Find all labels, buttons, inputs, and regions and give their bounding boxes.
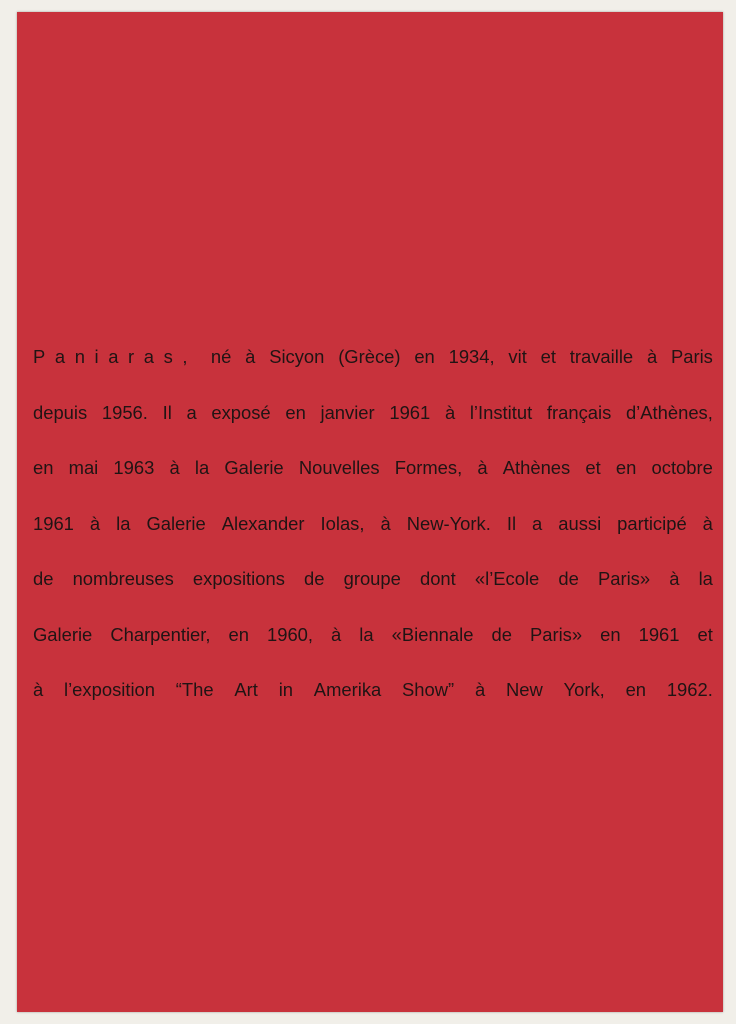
word: Galerie bbox=[224, 457, 284, 478]
red-card bbox=[17, 12, 723, 1012]
text-line-5 bbox=[33, 566, 713, 592]
text-line-4 bbox=[33, 511, 713, 537]
artist-name: Paniaras, bbox=[33, 346, 198, 367]
word: (Grèce) bbox=[338, 346, 401, 367]
word: 1961 bbox=[33, 512, 74, 534]
word: «l’Ecole bbox=[474, 568, 540, 589]
word: à bbox=[474, 679, 486, 700]
word: Athènes bbox=[502, 457, 571, 478]
text-line-7 bbox=[33, 677, 713, 703]
text-line-1 bbox=[33, 344, 713, 370]
word: Paris bbox=[670, 346, 713, 367]
word: Galerie bbox=[146, 512, 206, 534]
word: expositions bbox=[192, 568, 285, 589]
word: aussi bbox=[558, 512, 602, 534]
word: l’exposition bbox=[64, 679, 155, 700]
word: dont bbox=[419, 568, 456, 589]
word: 1961 bbox=[389, 401, 431, 423]
word: à bbox=[331, 623, 342, 645]
word: Il bbox=[506, 512, 517, 534]
word: octobre bbox=[651, 457, 713, 478]
word: Galerie bbox=[33, 623, 93, 645]
word: York, bbox=[563, 679, 605, 700]
word: 1956. bbox=[101, 401, 148, 423]
text-line-2 bbox=[33, 400, 713, 426]
word: 1961 bbox=[638, 623, 680, 645]
word: participé bbox=[617, 512, 687, 534]
word: Il bbox=[162, 401, 172, 423]
word: travaille bbox=[569, 346, 634, 367]
word: Iolas, bbox=[320, 512, 365, 534]
biography-text bbox=[33, 344, 713, 703]
word: en bbox=[625, 679, 647, 700]
word: Sicyon bbox=[269, 346, 325, 367]
word: à bbox=[444, 401, 456, 423]
word: à bbox=[380, 512, 391, 534]
word: a bbox=[532, 512, 543, 534]
word: à bbox=[33, 679, 44, 700]
word: à bbox=[245, 346, 256, 367]
word: en bbox=[414, 346, 435, 367]
word: «Biennale bbox=[391, 623, 474, 645]
word: né bbox=[210, 346, 232, 367]
word: Nouvelles bbox=[298, 457, 380, 478]
text-line-6 bbox=[33, 622, 713, 648]
word: “The bbox=[175, 679, 214, 700]
word: à bbox=[477, 457, 488, 478]
word: in bbox=[278, 679, 294, 700]
word: janvier bbox=[320, 401, 375, 423]
word: New-York. bbox=[406, 512, 491, 534]
word: mai bbox=[68, 457, 99, 478]
word: Paris» bbox=[597, 568, 651, 589]
word: a bbox=[186, 401, 197, 423]
word: à bbox=[702, 512, 713, 534]
word: 1934, bbox=[448, 346, 495, 367]
word: de bbox=[33, 568, 54, 589]
word: exposé bbox=[211, 401, 271, 423]
word: la bbox=[698, 568, 713, 589]
word: et bbox=[540, 346, 556, 367]
word: Amerika bbox=[313, 679, 382, 700]
word: Formes, bbox=[394, 457, 463, 478]
word: Show” bbox=[402, 679, 455, 700]
word: à bbox=[169, 457, 180, 478]
word: à bbox=[669, 568, 680, 589]
word: de bbox=[558, 568, 579, 589]
word: 1962. bbox=[666, 679, 713, 700]
word: en bbox=[600, 623, 621, 645]
word: 1960, bbox=[267, 623, 314, 645]
word: depuis bbox=[33, 401, 88, 423]
word: français bbox=[546, 401, 612, 423]
word: Paris» bbox=[529, 623, 583, 645]
word: la bbox=[116, 512, 131, 534]
word: la bbox=[194, 457, 210, 478]
word: en bbox=[228, 623, 249, 645]
word: de bbox=[304, 568, 325, 589]
word: en bbox=[615, 457, 637, 478]
word: New bbox=[505, 679, 543, 700]
word: en bbox=[285, 401, 306, 423]
word: Alexander bbox=[221, 512, 305, 534]
word: Charpentier, bbox=[110, 623, 211, 645]
word: nombreuses bbox=[72, 568, 174, 589]
word: de bbox=[491, 623, 512, 645]
word: la bbox=[359, 623, 374, 645]
word: l’Institut bbox=[469, 401, 533, 423]
word: et bbox=[585, 457, 601, 478]
word: en bbox=[33, 457, 54, 478]
text-line-3 bbox=[33, 455, 713, 481]
word: vit bbox=[508, 346, 527, 367]
word: Art bbox=[234, 679, 258, 700]
word: à bbox=[646, 346, 658, 367]
word: à bbox=[89, 512, 101, 534]
word: 1963 bbox=[113, 457, 155, 478]
word: groupe bbox=[343, 568, 401, 589]
word: d’Athènes, bbox=[625, 401, 713, 423]
word: et bbox=[697, 623, 713, 645]
